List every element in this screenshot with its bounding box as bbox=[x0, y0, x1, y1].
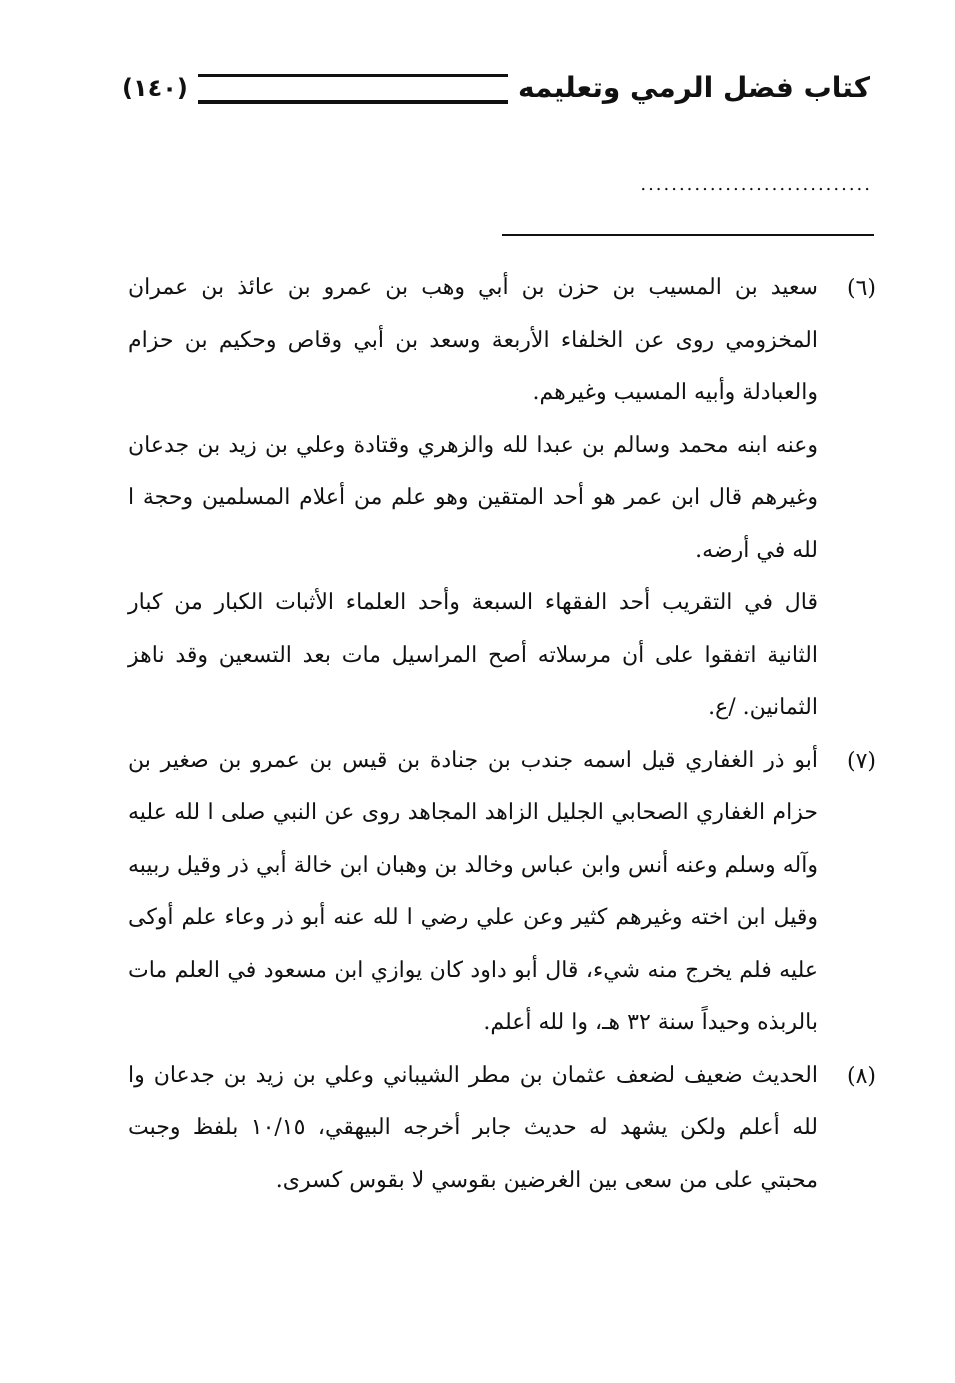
footnote-8 bbox=[128, 1050, 876, 1208]
footnote-paragraph: الحديث ضعيف لضعف عثمان بن مطر الشيباني وعلي بن زيد بن جدعان وا لله أعلم ولكن يشهد له حديث جابر أخرجه البيهقي، ١٠/١٥ بلفظ وجبت محبتي على من سعى بين الغرضين بقوسي لا بقوس كسرى. bbox=[128, 1062, 818, 1193]
footnote-7 bbox=[128, 735, 876, 1050]
footnote-number: (٧) bbox=[846, 748, 876, 774]
footnote-number: (٦) bbox=[846, 276, 876, 301]
footnote-paragraph: أبو ذر الغفاري قيل اسمه جندب بن جنادة بن قيس بن عمرو بن صغير بن حزام الغفاري الصحابي الجليل الزاهد المجاهد روى عن النبي صلى ا لله عليه وآله وسلم وعنه أنس وابن عباس وخالد بن وهبان ابن خالة أبي ذر وقيل ربيبه وقيل ابن اخته وغيرهم كثير وعن علي رضي ا لله عنه أبو ذر وعاء علم أوكى عليه فلم يخرج منه شيء، قال أبو داود كان يوازي ابن مسعود في العلم مات بالربذه وحيداً سنة ٣٢ هـ، وا لله أعلم. bbox=[128, 747, 818, 1035]
footnote-number: (٨) bbox=[846, 1063, 876, 1089]
footnote-paragraph: قال في التقريب أحد الفقهاء السبعة وأحد العلماء الأثبات الكبار من كبار الثانية اتفقوا على أن مرسلاته أصح المراسيل مات بعد التسعين وقد ناهز الثمانين. /ع. bbox=[128, 590, 818, 720]
book-title: كتاب فضل الرمي وتعليمه bbox=[508, 68, 878, 108]
footnote-paragraph: وعنه ابنه محمد وسالم بن عبدا لله والزهري وقتادة وعلي بن زيد بن جدعان وغيرهم قال ابن عمر هو أحد المتقين وهو علم من أعلام المسلمين وحجة ا لله في أرضه. bbox=[128, 432, 818, 563]
footnote-body bbox=[128, 1050, 818, 1208]
page-header bbox=[118, 62, 878, 112]
dotted-line: .............................. bbox=[640, 174, 872, 195]
footnote-body bbox=[128, 262, 818, 735]
page-number: (١٤٠) bbox=[118, 68, 198, 108]
footnote-6 bbox=[128, 262, 876, 735]
footnote-separator bbox=[502, 234, 874, 236]
footnotes bbox=[128, 262, 876, 1207]
footnote-body bbox=[128, 735, 818, 1050]
footnote-paragraph: سعيد بن المسيب بن حزن بن أبي وهب بن عمرو بن عائذ بن عمران المخزومي روى عن الخلفاء الأربعة وسعد بن أبي وقاص وحكيم بن حزام والعبادلة وأبيه المسيب وغيرهم. bbox=[128, 275, 818, 405]
